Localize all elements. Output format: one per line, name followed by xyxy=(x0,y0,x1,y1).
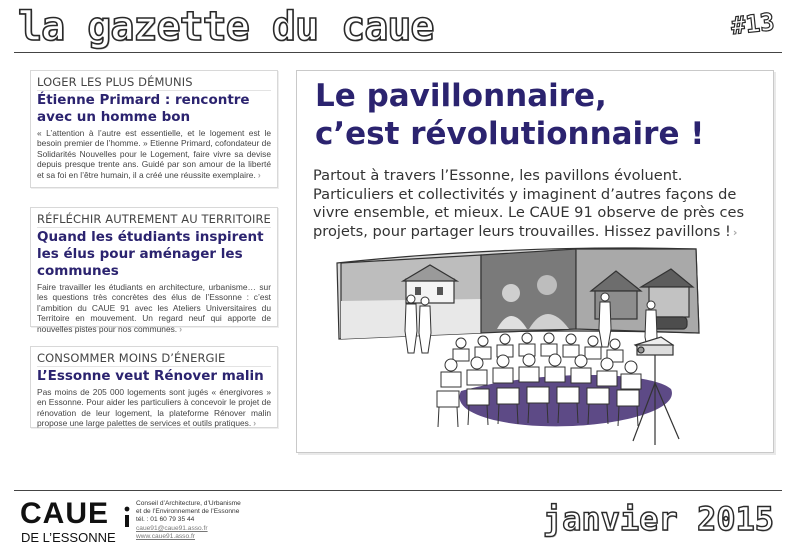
article-body xyxy=(37,387,271,429)
contact-line: et de l’Environnement de l’Essonne xyxy=(136,508,240,516)
feature-lead-text: Partout à travers l’Essonne, les pavillons évoluent. Particuliers et collectivités y imaginent d’autres façons de vivre ensemble, et mieux. Le CAUE 91 observe de près ces projets, pour partager leurs trouvailles. Hissez pavillons ! xyxy=(313,167,745,240)
article-card-etudiants[interactable] xyxy=(30,207,278,334)
contact-line: Conseil d’Architecture, d’Urbanisme xyxy=(136,500,241,507)
article-body xyxy=(37,128,271,180)
header-divider xyxy=(14,52,782,53)
read-more-arrow-icon[interactable]: › xyxy=(732,225,738,239)
article-kicker: CONSOMMER MOINS D’ÉNERGIE xyxy=(37,351,271,367)
contact-phone: tél. : 01 60 79 35 44 xyxy=(136,516,195,524)
article-body-text: « L’attention à l’autre est essentielle, et le logement est le besoin premier de l’homme. » Etienne Primard, cofondateur de Solidarités Nouvelles pour le Logement, faire vivre sa devise depuis presque trente ans. Guidé par son amour de la liberté et sa foi en l’être humain, il a créé une réussite exemplaire. xyxy=(37,128,271,180)
caue-logo-subtitle: DE L’ESSONNE xyxy=(21,530,116,545)
issue-number: #13 xyxy=(729,7,776,41)
article-kicker: LOGER LES PLUS DÉMUNIS xyxy=(37,75,271,91)
feature-article[interactable] xyxy=(296,70,774,453)
article-body xyxy=(37,282,271,334)
article-headline[interactable]: Quand les étudiants inspirent les élus pour aménager les communes xyxy=(37,229,264,279)
feature-lead xyxy=(313,167,765,242)
website-link[interactable]: www.caue91.asso.fr xyxy=(136,532,196,540)
logo-dots-icon xyxy=(124,506,130,528)
feature-title-line: Le pavillonnaire, xyxy=(315,78,607,114)
feature-title-line: c’est révolutionnaire ! xyxy=(315,116,705,152)
article-kicker: RÉFLÉCHIR AUTREMENT AU TERRITOIRE xyxy=(37,212,271,226)
caue-logo[interactable]: CAUE xyxy=(20,497,110,530)
article-body-text: Faire travailler les étudiants en architecture, urbanisme… sur les questions très concrètes des élus de l’Essonne : c’est l’ambition du CAUE 91 avec les Ateliers Universitaires du Territoire en mouvement. Un regard neuf qui apporte de nouvelles pistes pour nos communes. xyxy=(37,282,271,334)
read-more-arrow-icon[interactable]: › xyxy=(253,418,257,429)
projection-illustration xyxy=(311,241,761,446)
contact-email-link[interactable]: caue91@caue91.asso.fr xyxy=(136,524,208,532)
contact-block xyxy=(136,500,276,541)
feature-title[interactable] xyxy=(315,77,755,153)
read-more-arrow-icon[interactable]: › xyxy=(257,169,261,180)
article-headline[interactable]: Étienne Primard : rencontre avec un homme bon xyxy=(37,92,250,125)
footer-divider xyxy=(14,490,782,491)
article-headline[interactable]: L’Essonne veut Rénover malin xyxy=(37,368,264,384)
issue-date: janvier 2015 xyxy=(542,500,774,538)
article-card-primard[interactable] xyxy=(30,70,278,188)
article-body-text: Pas moins de 205 000 logements sont jugés « énergivores » en Essonne. Pour aider les particuliers à concevoir le projet de rénovation de leur logement, la plateforme Rénover malin propose une large palettes de services et outils pratiques. xyxy=(37,387,271,429)
masthead-title: la gazette du caue xyxy=(18,4,434,50)
article-card-renover-malin[interactable] xyxy=(30,346,278,428)
projection-screen xyxy=(337,248,699,339)
read-more-arrow-icon[interactable]: › xyxy=(179,323,183,334)
